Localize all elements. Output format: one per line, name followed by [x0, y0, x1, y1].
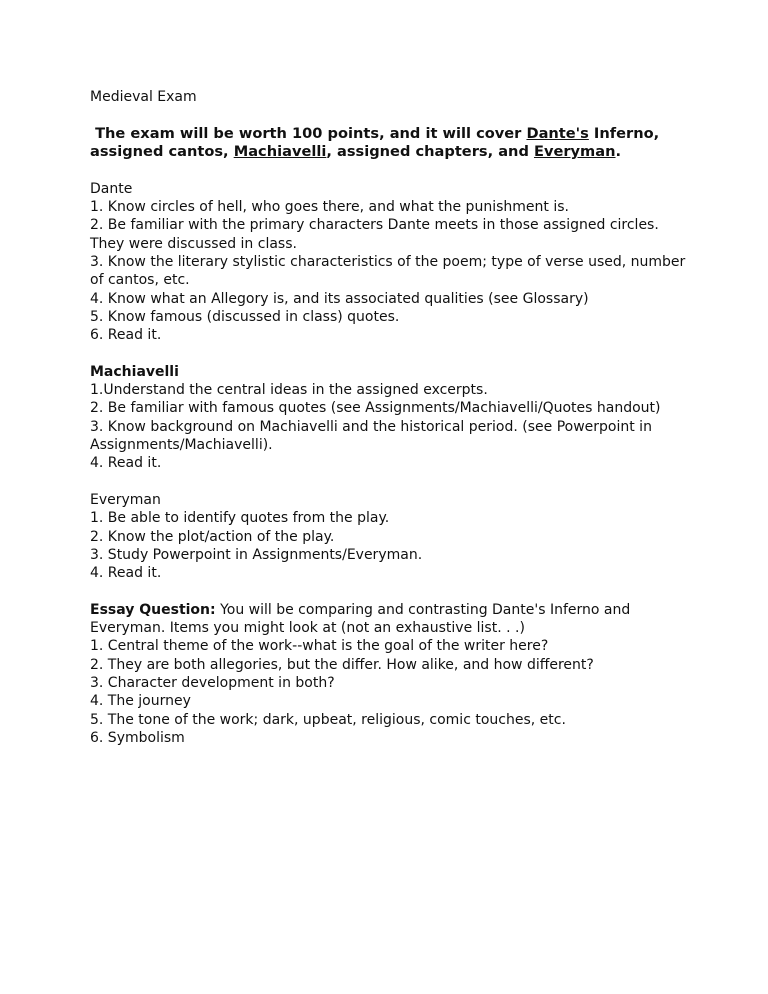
intro-paragraph	[90, 125, 690, 162]
machiavelli-link[interactable]: Machiavelli	[233, 143, 327, 161]
list-item: 4. Read it.	[90, 565, 162, 582]
spacer	[90, 162, 690, 180]
everyman-heading: Everyman	[90, 491, 161, 508]
list-item: of cantos, etc.	[90, 272, 190, 289]
intro-line-1	[90, 125, 690, 144]
list-item: 3. Know background on Machiavelli and the historical period. (see Powerpoint in	[90, 418, 652, 435]
list-item: 6. Read it.	[90, 327, 162, 344]
list-item: 1. Central theme of the work--what is the goal of the writer here?	[90, 638, 549, 655]
list-item: 1. Be able to identify quotes from the play.	[90, 510, 390, 527]
list-item: 3. Character development in both?	[90, 674, 335, 691]
list-item: 5. The tone of the work; dark, upbeat, religious, comic touches, etc.	[90, 711, 566, 728]
list-item: 5. Know famous (discussed in class) quotes.	[90, 308, 400, 325]
list-item: 6. Symbolism	[90, 729, 185, 746]
essay-intro-line-1	[90, 601, 690, 619]
list-item: 2. Be familiar with famous quotes (see Assignments/Machiavelli/Quotes handout)	[90, 400, 661, 417]
list-item: 3. Study Powerpoint in Assignments/Everyman.	[90, 546, 423, 563]
spacer	[90, 106, 690, 124]
list-item: 2. Be familiar with the primary characters Dante meets in those assigned circles.	[90, 217, 659, 234]
spacer	[90, 345, 690, 363]
list-item: 4. Read it.	[90, 455, 162, 472]
intro-text-1: The exam will be worth 100 points, and it will cover	[90, 124, 527, 142]
list-item: 4. Know what an Allegory is, and its associated qualities (see Glossary)	[90, 290, 589, 307]
everyman-link[interactable]: Everyman	[533, 143, 616, 161]
spacer	[90, 582, 690, 600]
intro-text-4: , assigned chapters, and	[326, 143, 534, 161]
list-item: 2. They are both allegories, but the differ. How alike, and how different?	[90, 656, 594, 673]
spacer	[90, 473, 690, 491]
list-item: 2. Know the plot/action of the play.	[90, 528, 335, 545]
essay-text-2: Everyman. Items you might look at (not an exhaustive list. . .)	[90, 620, 525, 637]
essay-text-1: You will be comparing and contrasting Dante's Inferno and	[215, 601, 631, 618]
dante-link[interactable]: Dante's	[526, 124, 589, 142]
list-item: 1. Know circles of hell, who goes there, and what the punishment is.	[90, 199, 569, 216]
intro-text-5: .	[615, 143, 622, 161]
list-item: 4. The journey	[90, 693, 191, 710]
essay-label: Essay Question:	[90, 601, 216, 618]
list-item: They were discussed in class.	[90, 235, 297, 252]
machiavelli-heading: Machiavelli	[90, 363, 179, 380]
list-item: 1.Understand the central ideas in the assigned excerpts.	[90, 382, 488, 399]
list-item: Assignments/Machiavelli).	[90, 437, 273, 454]
document-page	[90, 88, 690, 747]
dante-heading: Dante	[90, 180, 133, 197]
intro-line-2	[90, 143, 690, 162]
document-title: Medieval Exam	[90, 89, 197, 105]
list-item: 3. Know the literary stylistic characteristics of the poem; type of verse used, number	[90, 254, 686, 271]
intro-text-2: Inferno,	[588, 124, 660, 142]
intro-text-3: assigned cantos,	[90, 143, 234, 161]
